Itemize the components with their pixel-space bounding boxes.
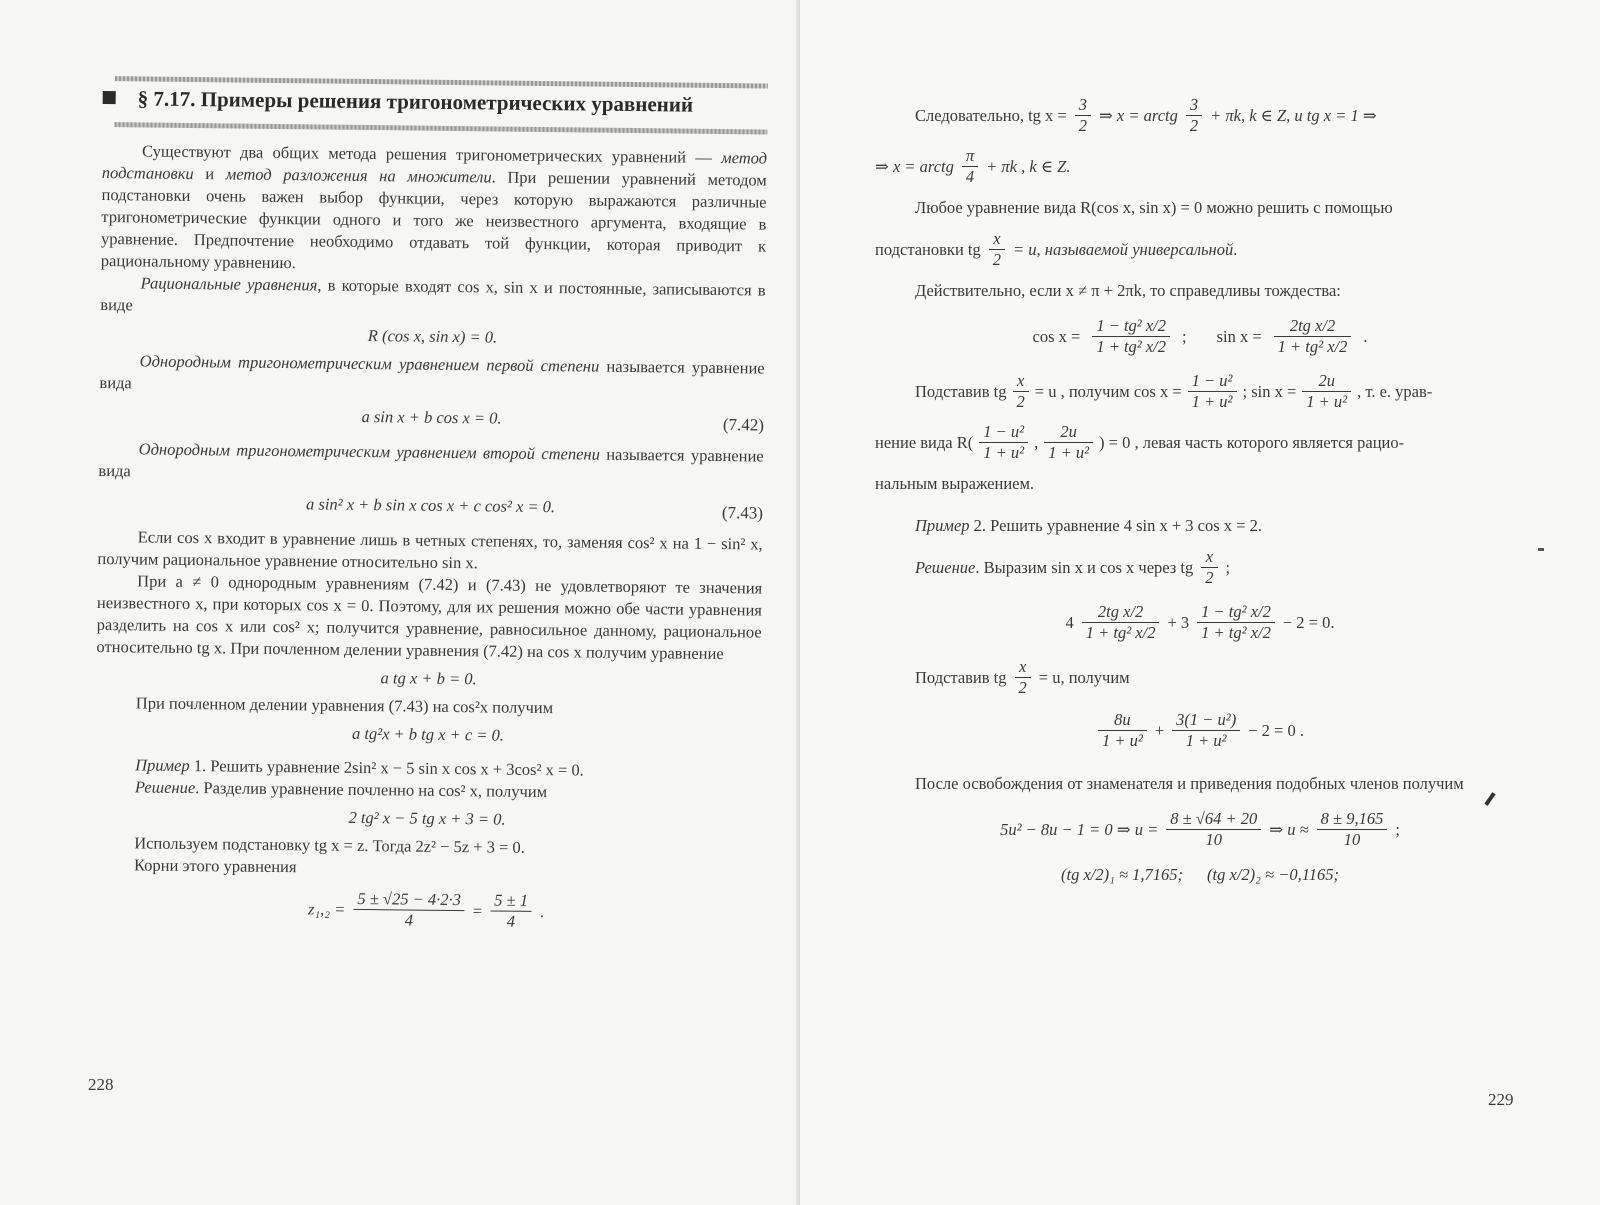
- substitution-u-line: Подставив tg $\frac{x}{2}$ = u, получим: [915, 657, 1130, 697]
- rational-expression-end: нальным выражением.: [875, 474, 1035, 493]
- rational-expression-line: нение вида R( $\frac{\text{1 − u²}}{\text{1 + u²}}$ , $\frac{2u}{\text{1 + u²}}$ ) = 0 , левая часть которого является рацио-: [875, 422, 1405, 462]
- equation-number-7-42: (7.42): [722, 415, 765, 435]
- equation-number-7-43: (7.43): [721, 503, 764, 523]
- tg-value-1: (tg x/2)₁ ≈ 1,7165;: [1061, 865, 1184, 884]
- roots-paragraph: Корни этого уравнения: [133, 855, 297, 877]
- formula-tg-example: 2 tg² x − 5 tg x + 3 = 0.: [348, 807, 506, 829]
- intro-paragraph: Существуют два общих метода решения тригонометрических уравнений — метод подстановки и метод разложения на множители. При решении уравнений методом подстановки очень важен выбор функции, через которую выражаются различные тригонометрические функции одного и того же неизвестного аргумента, входящие в уравнение. Предпочтение необходимо отдавать той функции, которая приводит к рациональному уравнению.: [100, 141, 768, 273]
- section-heading: § 7.17. Примеры решения тригонометрических уравнений: [103, 86, 694, 118]
- formula-substituted-equation: 4 $\frac{\text{2tg x/2}}{\text{1 + tg² x/2}}$ + 3 $\frac{\text{1 − tg² x/2}}{\text{1 + tg² x/2}}$ − 2 = 0.: [1065, 602, 1335, 642]
- formula-rational: R (cos x, sin x) = 0.: [367, 326, 498, 347]
- page-number-right: 229: [1488, 1090, 1514, 1109]
- rational-eq-paragraph: Рациональные уравнения, в которые входят cos x, sin x и постоянные, записываются в виде: [100, 273, 766, 315]
- heading-rule-bottom: [114, 122, 767, 134]
- homogeneous-first-paragraph: Однородным тригонометрическим уравнением первой степени называется уравнение вида: [99, 351, 765, 393]
- denominator-paragraph: После освобождения от знаменателя и приведения подобных членов получим: [915, 774, 1464, 793]
- substitution-paragraph: Используем подстановку tg x = z. Тогда 2z² − 5z + 3 = 0.: [134, 833, 525, 857]
- tg-value-2: (tg x/2)₂ ≈ −0,1165;: [1207, 865, 1339, 884]
- example-1: Пример 1. Решить уравнение 2sin² x − 5 sin x cos x + 3cos² x = 0.: [135, 755, 584, 780]
- right-page: [800, 0, 1600, 1205]
- scan-speck: [1538, 548, 1544, 551]
- identities-intro: Действительно, если x ≠ π + 2πk, то справедливы тождества:: [915, 281, 1341, 300]
- formula-roots-z: z₁,₂ = $\frac{5 \pm √25 - 4\cdot 2\cdot 3}{4}$ = $\frac{5 \pm 1}{4}$ .: [307, 888, 545, 931]
- page-number-left: 228: [88, 1075, 114, 1094]
- division-paragraph: При a ≠ 0 однородным уравнениям (7.42) и (7.43) не удовлетворяют те значения неизвестного x, при которых cos x = 0. Поэтому, для их решения можно обе части уравнения разделить на cos x или cos² x; получится уравнение, равносильное данному, рациональное относительно tg x. При почленном делении уравнения (7.42) на cos x получим уравнение: [96, 571, 763, 664]
- formula-quadratic-u: 5u² − 8u − 1 = 0 ⇒ u = $\frac{8 \pm √64 + 20}{10}$ ⇒ u ≈ $\frac{8 \pm 9,165}{10}$ ;: [1000, 809, 1400, 849]
- formula-u-equation: $\frac{8u}{\text{1 + u²}}$ + $\frac{\text{3(1 − u²)}}{\text{1 + u²}}$ − 2 = 0 .: [875, 710, 1525, 751]
- universal-substitution-line: подстановки tg $\frac{x}{2}$ = u, называемой универсальной.: [875, 229, 1238, 269]
- formula-7-42: a sin x + b cos x = 0. (7.42): [361, 406, 765, 435]
- homogeneous-second-paragraph: Однородным тригонометрическим уравнением второй степени называется уравнение вида: [98, 439, 764, 481]
- even-powers-paragraph: Если cos x входит в уравнение лишь в четных степенях, то, заменяя cos² x на 1 − sin² x, получим рациональное уравнение относительно sin x.: [97, 527, 763, 573]
- division-cos2-paragraph: При почленном делении уравнения (7.43) на cos²x получим: [135, 693, 554, 718]
- formula-tg-values: [875, 864, 1525, 886]
- formula-arctg-pi: ⇒ x = arctg $\frac{\pi}{4}$ + πk , k ∈ Z.: [875, 146, 1071, 186]
- formula-7-43: a sin² x + b sin x cos x + c cos² x = 0. (7.43): [305, 494, 764, 523]
- formula-tg-quadratic: a tg²x + b tg x + c = 0.: [351, 723, 505, 745]
- solution-2-line: Решение. Выразим sin x и cos x через tg $\frac{x}{2}$ ;: [915, 547, 1231, 587]
- left-page-content: [93, 72, 768, 944]
- formula-arctg-line: Следовательно, tg x = $\frac{3}{2}$ ⇒ x = arctg $\frac{3}{2}$ + πk, k ∈ Z, и tg x = 1 ⇒: [915, 95, 1377, 135]
- substitution-result-line: Подставив tg $\frac{x}{2}$ = u , получим cos x = $\frac{\text{1 − u²}}{\text{1 + u²}}$ ; sin x = $\frac{2u}{\text{1 + u²}}$ , т. е. урав-: [915, 371, 1433, 411]
- square-bullet-icon: [103, 91, 116, 104]
- identities-formula: cos x = $\frac{\text{1 − tg² x/2}}{\text{1 + tg² x/2}}$ ; sin x = $\frac{\text{2tg x/2}}{\text{1 + tg² x/2}}$ .: [1032, 316, 1368, 356]
- right-page-content: [875, 85, 1525, 896]
- solution-1: Решение. Разделив уравнение почленно на cos² x, получим: [134, 777, 548, 802]
- example-2: Пример 2. Решить уравнение 4 sin x + 3 cos x = 2.: [915, 516, 1262, 535]
- universal-intro: Любое уравнение вида R(cos x, sin x) = 0 можно решить с помощью: [915, 198, 1393, 217]
- formula-tg-linear: a tg x + b = 0.: [380, 668, 477, 689]
- section-heading-block: [102, 72, 768, 142]
